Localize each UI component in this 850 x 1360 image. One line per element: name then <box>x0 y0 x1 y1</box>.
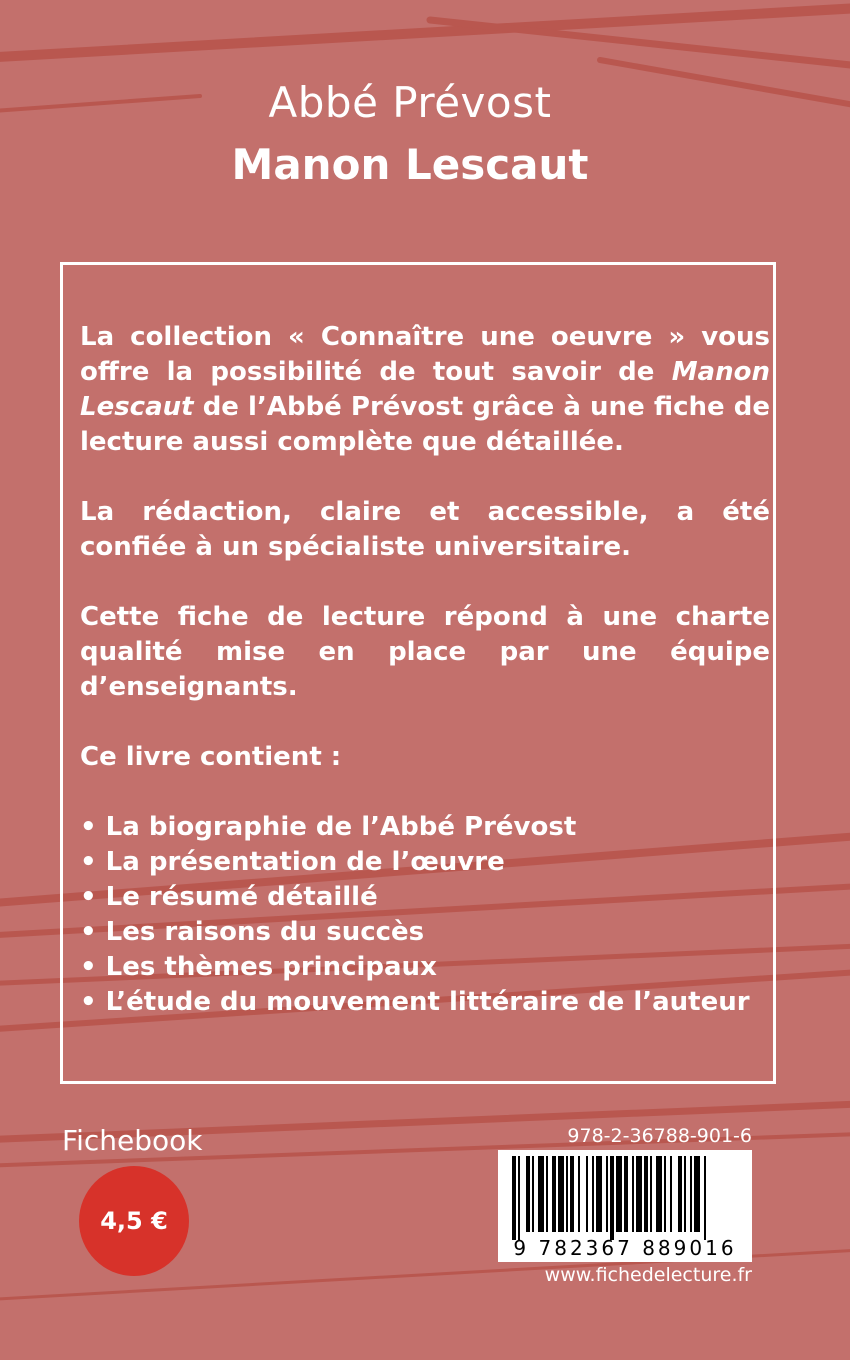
price-label: 4,5 € <box>100 1207 168 1235</box>
book-title: Manon Lescaut <box>231 140 589 189</box>
list-item: • Les raisons du succès <box>80 917 425 947</box>
barcode-bar <box>512 1156 516 1240</box>
barcode <box>498 1150 752 1262</box>
barcode-bar <box>632 1156 634 1232</box>
list-item: • Les thèmes principaux <box>80 952 437 982</box>
list-item: • La biographie de l’Abbé Prévost <box>80 812 577 842</box>
list-item: • L’étude du mouvement littéraire de l’auteur <box>80 987 750 1017</box>
barcode-bar <box>678 1156 682 1232</box>
description-text <box>80 320 770 1020</box>
publisher-name: Fichebook <box>62 1124 203 1157</box>
author-name: Abbé Prévost <box>268 78 552 127</box>
barcode-bar <box>684 1156 686 1232</box>
barcode-bar <box>624 1156 628 1232</box>
list-item: • La présentation de l’œuvre <box>80 847 505 877</box>
isbn-number: 978-2-36788-901-6 <box>567 1125 752 1147</box>
barcode-bar <box>656 1156 662 1232</box>
barcode-bar <box>670 1156 672 1232</box>
barcode-bar <box>606 1156 608 1232</box>
barcode-bar <box>616 1156 622 1232</box>
barcode-bar <box>546 1156 548 1232</box>
barcode-bar <box>578 1156 580 1232</box>
barcode-bar <box>538 1156 544 1232</box>
paragraph-redaction: La rédaction, claire et accessible, a été confiée à un spécialiste universitaire. <box>80 497 770 562</box>
barcode-bar <box>690 1156 692 1232</box>
barcode-bar <box>650 1156 652 1232</box>
barcode-bar <box>636 1156 642 1232</box>
barcode-bar <box>552 1156 556 1232</box>
barcode-bar <box>694 1156 700 1232</box>
paragraph-charte: Cette fiche de lecture répond à une charte qualité mise en place par une équipe d’enseignants. <box>80 602 770 702</box>
contents-list <box>80 810 770 1020</box>
barcode-bar <box>558 1156 564 1232</box>
barcode-bar <box>596 1156 602 1232</box>
barcode-bar <box>592 1156 594 1232</box>
barcode-bar <box>586 1156 588 1232</box>
list-item: • Le résumé détaillé <box>80 882 378 912</box>
barcode-bar <box>532 1156 534 1232</box>
barcode-bar <box>704 1156 706 1240</box>
website-url: www.fichedelecture.fr <box>544 1264 752 1286</box>
barcode-bar <box>518 1156 520 1240</box>
barcode-bar <box>570 1156 574 1232</box>
barcode-digits: 9 782367 889016 <box>513 1236 737 1260</box>
contents-heading: Ce livre contient : <box>80 742 342 772</box>
barcode-bar <box>644 1156 648 1232</box>
barcode-bar <box>664 1156 666 1232</box>
price-badge <box>79 1166 189 1276</box>
paragraph-collection: La collection « Connaître une oeuvre » vous offre la possibilité de tout savoir de Manon Lescaut de l’Abbé Prévost grâce à une fiche de lecture aussi complète que détaillée. <box>80 322 770 457</box>
barcode-bar <box>610 1156 614 1240</box>
barcode-bar <box>526 1156 530 1232</box>
barcode-bar <box>566 1156 568 1232</box>
